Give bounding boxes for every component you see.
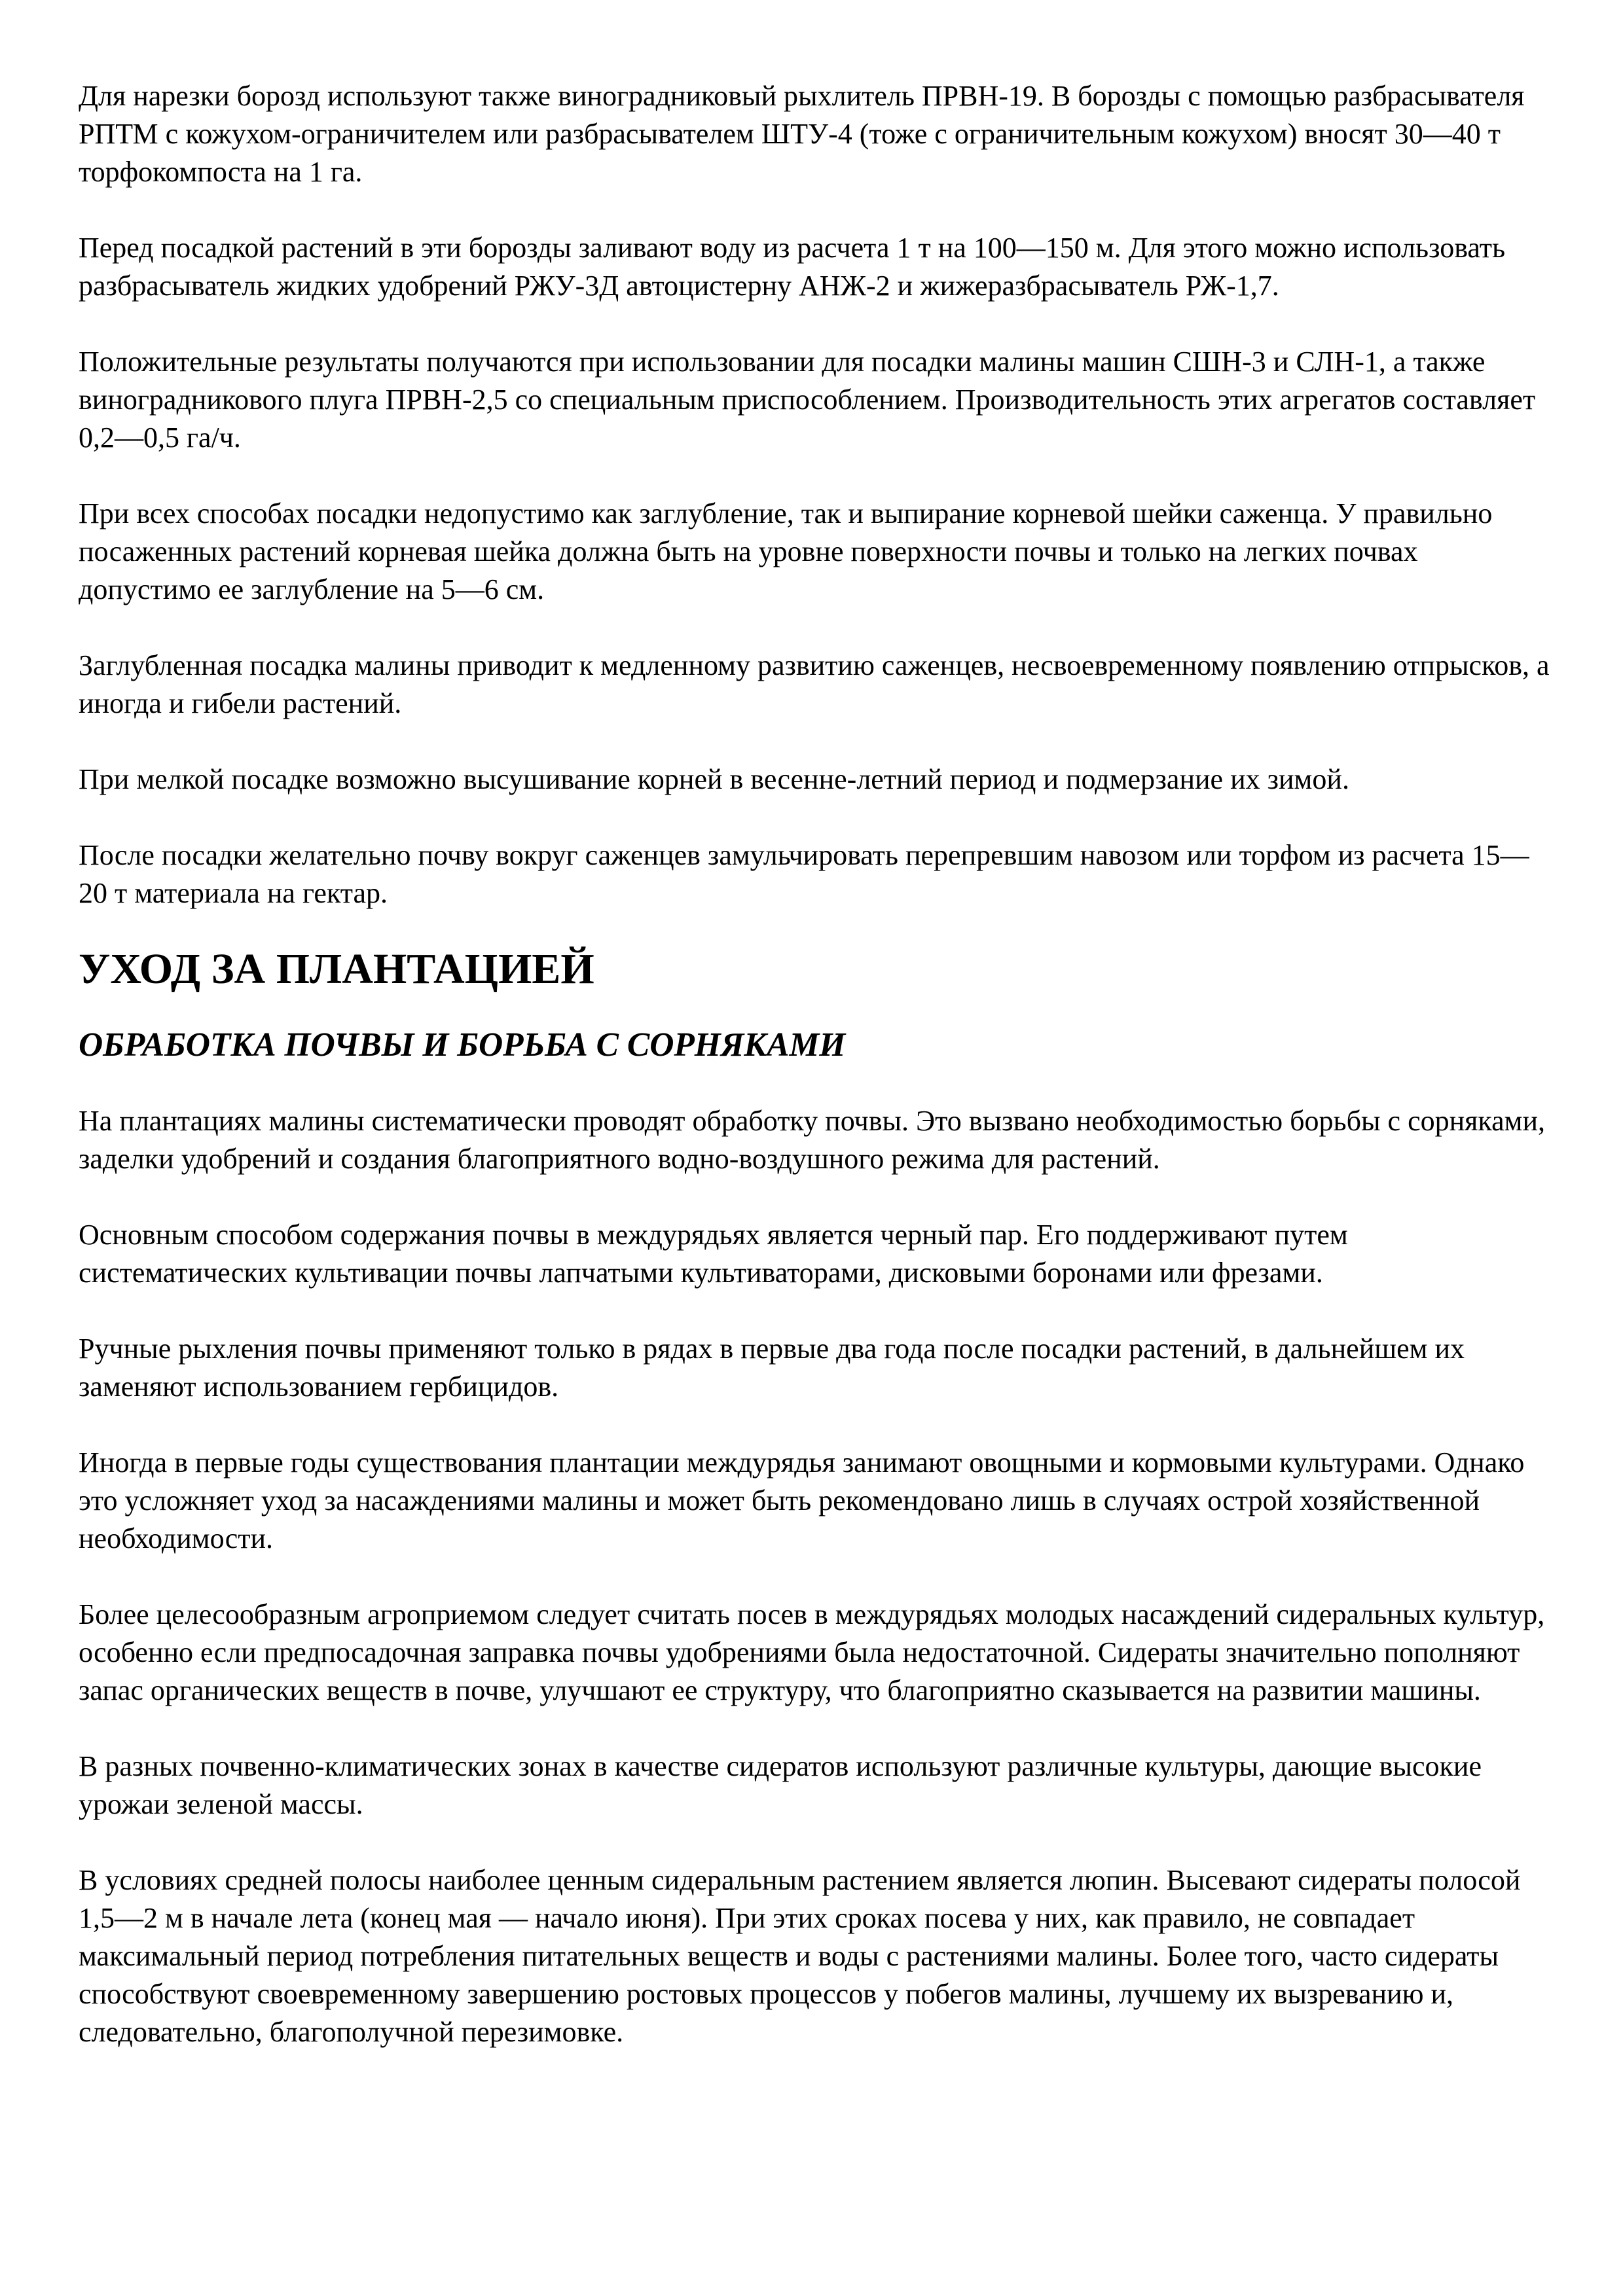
paragraph-mulching: После посадки желательно почву вокруг саженцев замульчировать перепревшим навозом или торфом из расчета 15—20 т материала на гектар. <box>79 839 1529 909</box>
paragraph-root-collar: При всех способах посадки недопустимо как заглубление, так и выпирание корневой шейки саженца. У правильно посаженных растений корневая шейка должна быть на уровне поверхности почвы и только на легких почвах допустимо ее заглубление на 5—6 см. <box>79 497 1493 605</box>
paragraph-climatic-zones: В разных почвенно-климатических зонах в качестве сидератов используют различные культуры, дающие высокие урожаи зеленой массы. <box>79 1750 1482 1820</box>
paragraph-green-manure: Более целесообразным агроприемом следует считать посев в междурядьях молодых насаждений сидеральных культур, особенно если предпосадочная заправка почвы удобрениями была недостаточной. Сидераты значительно пополняют запас органических веществ в почве, улучшают ее структуру, что благоприятно сказывается на развитии машины. <box>79 1598 1545 1706</box>
paragraph-lupine: В условиях средней полосы наиболее ценным сидеральным растением является люпин. Высевают сидераты полосой 1,5—2 м в начале лета (конец мая — начало июня). При этих сроках посева у них, как правило, не совпадает максимальный период потребления питательных веществ и воды с растениями малины. Более того, часто сидераты способствуют своевременному завершению ростовых процессов у побегов малины, лучшему их вызреванию и, следовательно, благополучной перезимовке. <box>79 1864 1521 2048</box>
section-heading: УХОД ЗА ПЛАНТАЦИЕЙ <box>79 945 594 993</box>
paragraph-planting-machines: Положительные результаты получаются при использовании для посадки малины машин СШН-3 и СЛН-1, а также виноградникового плуга ПРВН-2,5 со специальным приспособлением. Производительность этих агрегатов составляет 0,2—0,5 га/ч. <box>79 346 1536 454</box>
paragraph-watering: Перед посадкой растений в эти борозды заливают воду из расчета 1 т на 100—150 м. Для этого можно использовать разбрасыватель жидких удобрений РЖУ-3Д автоцистерну АНЖ-2 и жижеразбрасыватель РЖ-1,7. <box>79 232 1506 302</box>
paragraph-manual-loosening: Ручные рыхления почвы применяют только в рядах в первые два года после посадки растений, в дальнейшем их заменяют использованием гербицидов. <box>79 1333 1465 1403</box>
subsection-heading: ОБРАБОТКА ПОЧВЫ И БОРЬБА С СОРНЯКАМИ <box>79 1026 846 1064</box>
paragraph-shallow-planting: При мелкой посадке возможно высушивание корней в весенне-летний период и подмерзание их зимой. <box>79 763 1349 795</box>
paragraph-furrow-cutting: Для нарезки борозд используют также виноградниковый рыхлитель ПРВН-19. В борозды с помощью разбрасывателя РПТМ с кожухом-ограничителем или разбрасывателем ШТУ-4 (тоже с ограничительным кожухом) вносят 30—40 т торфокомпоста на 1 га. <box>79 80 1525 188</box>
paragraph-intercropping: Иногда в первые годы существования плантации междурядья занимают овощными и кормовыми культурами. Однако это усложняет уход за насаждениями малины и может быть рекомендовано лишь в случаях острой хозяйственной необходимости. <box>79 1446 1525 1554</box>
paragraph-soil-cultivation: На плантациях малины систематически проводят обработку почвы. Это вызвано необходимостью борьбы с сорняками, заделки удобрений и создания благоприятного водно-воздушного режима для растений. <box>79 1105 1546 1175</box>
document-page <box>79 77 1552 2089</box>
paragraph-black-fallow: Основным способом содержания почвы в междурядьях является черный пар. Его поддерживают путем систематических культивации почвы лапчатыми культиваторами, дисковыми боронами или фрезами. <box>79 1219 1348 1289</box>
paragraph-deep-planting: Заглубленная посадка малины приводит к медленному развитию саженцев, несвоевременному появлению отпрысков, а иногда и гибели растений. <box>79 649 1550 719</box>
